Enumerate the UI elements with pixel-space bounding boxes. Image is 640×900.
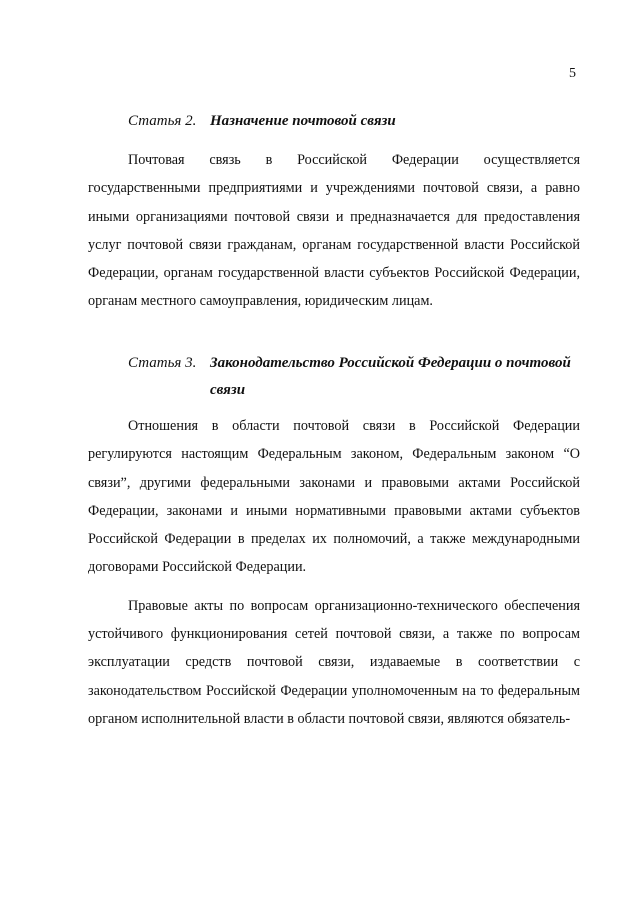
article-2-title: Назначение почтовой связи <box>210 113 396 129</box>
article-2-paragraph-1: Почтовая связь в Российской Федерации осуществляется государственными предприятиями и учреждениями почтовой связи, а равно иными организациями почтовой связи и предназначается для предоставления услуг почтовой связи гражданам, органам государственной власти Российской Федерации, органам государственной власти субъектов Российской Федерации, органам местного самоуправления, юридическим лицам. <box>88 152 580 310</box>
article-3-title: Законодательство Российской Федерации о почтовой связи <box>210 355 571 398</box>
article-3-paragraph-1: Отношения в области почтовой связи в Российской Федерации регулируются настоящим Федеральным законом, Федеральным законом “О связи”, другими федеральными законами и правовыми актами Российской Федерации, законами и иными нормативными правовыми актами субъектов Российской Федерации в пределах их полномочий, а также международными договорами Российской Федерации. <box>88 418 580 576</box>
article-2-label: Статья 2. <box>128 113 197 129</box>
article-2-body <box>88 146 580 316</box>
article-3-paragraph-2: Правовые акты по вопросам организационно-технического обеспечения устойчивого функционирования сетей почтовой связи, а также по вопросам эксплуатации средств почтовой связи, издаваемые в соответствии с законодательством Российской Федерации уполномоченным на то федеральным органом исполнительной власти в области почтовой связи, являются обязатель- <box>88 597 580 727</box>
article-2-heading <box>128 108 590 135</box>
page-number: 5 <box>569 66 576 81</box>
article-3-body <box>88 412 580 733</box>
article-3-label: Статья 3. <box>128 355 197 371</box>
article-3-heading <box>128 350 590 404</box>
